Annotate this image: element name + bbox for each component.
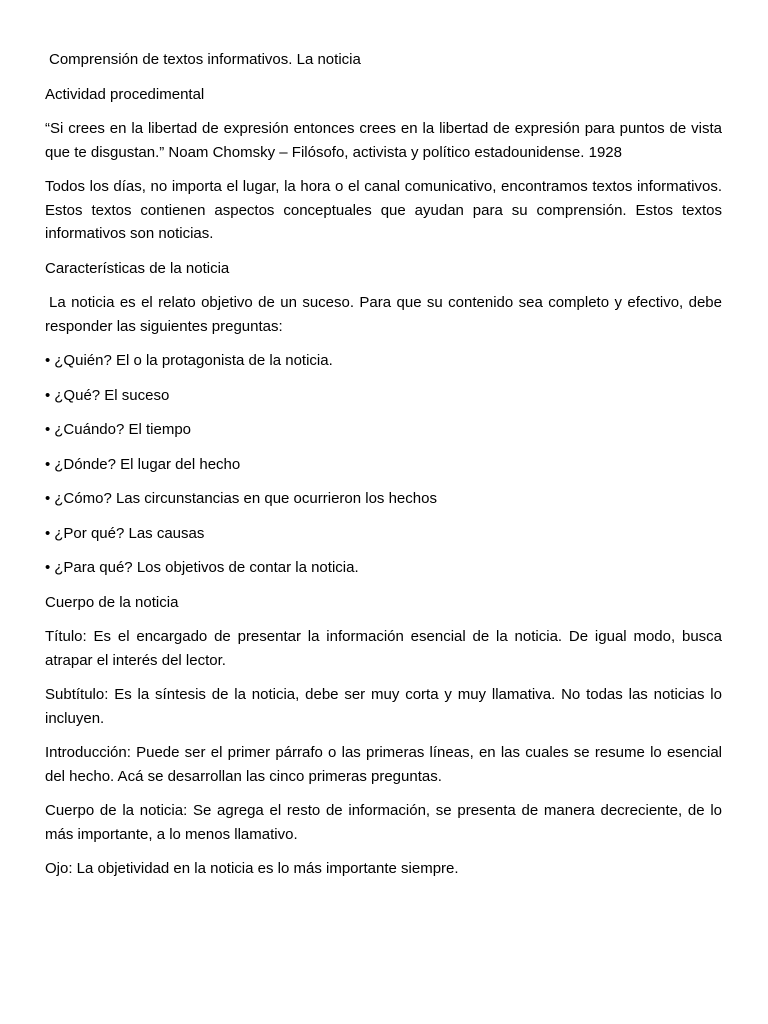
question-text: ¿Cuándo? El tiempo (54, 421, 192, 438)
list-item (45, 487, 722, 511)
chomsky-quote: “Si crees en la libertad de expresión entonces crees en la libertad de expresión para puntos de vista que te disgustan.” Noam Chomsky – Filósofo, activista y político estadounidense. 1928 (45, 120, 722, 161)
document-title: Comprensión de textos informativos. La noticia (49, 51, 361, 68)
bullet-icon: • (45, 559, 51, 576)
list-item (45, 556, 722, 580)
note-paragraph: Ojo: La objetividad en la noticia es lo más importante siempre. (45, 860, 459, 877)
bullet-icon: • (45, 524, 51, 542)
list-item (45, 453, 722, 477)
list-item (45, 384, 722, 408)
bullet-icon: • (45, 455, 51, 473)
question-text: ¿Para qué? Los objetivos de contar la noticia. (54, 559, 359, 576)
bullet-icon: • (45, 421, 51, 438)
bullet-icon: • (45, 490, 51, 507)
body-heading: Cuerpo de la noticia (45, 593, 179, 611)
bullet-icon: • (45, 352, 51, 369)
question-text: ¿Dónde? El lugar del hecho (54, 455, 241, 473)
question-text: ¿Por qué? Las causas (54, 524, 205, 542)
section-title-paragraph: Título: Es el encargado de presentar la información esencial de la noticia. De igual modo, busca atrapar el interés del lector. (45, 628, 722, 669)
question-text: ¿Qué? El suceso (54, 386, 170, 404)
activity-label: Actividad procedimental (45, 85, 205, 103)
list-item (45, 418, 722, 442)
list-item (45, 522, 722, 546)
characteristics-heading: Características de la noticia (45, 259, 230, 277)
section-body-paragraph: Cuerpo de la noticia: Se agrega el resto de información, se presenta de manera decreciente, de lo más importante, a lo menos llamativo. (45, 802, 722, 843)
questions-list (45, 349, 722, 580)
document-page (45, 48, 722, 892)
question-text: ¿Quién? El o la protagonista de la noticia. (54, 352, 333, 369)
section-subtitle-paragraph: Subtítulo: Es la síntesis de la noticia, debe ser muy corta y muy llamativa. No todas las noticias lo incluyen. (45, 686, 722, 727)
list-item (45, 349, 722, 373)
intro-paragraph: Todos los días, no importa el lugar, la hora o el canal comunicativo, encontramos textos informativos. Estos textos contienen aspectos conceptuales que ayudan para su comprensión. Estos textos informativos son noticias. (45, 178, 722, 242)
section-introduction-paragraph: Introducción: Puede ser el primer párrafo o las primeras líneas, en las cuales se resume lo esencial del hecho. Acá se desarrollan las cinco primeras preguntas. (45, 744, 722, 785)
characteristics-paragraph: La noticia es el relato objetivo de un suceso. Para que su contenido sea completo y efectivo, debe responder las siguientes preguntas: (45, 294, 722, 335)
bullet-icon: • (45, 386, 51, 404)
question-text: ¿Cómo? Las circunstancias en que ocurrieron los hechos (54, 490, 437, 507)
